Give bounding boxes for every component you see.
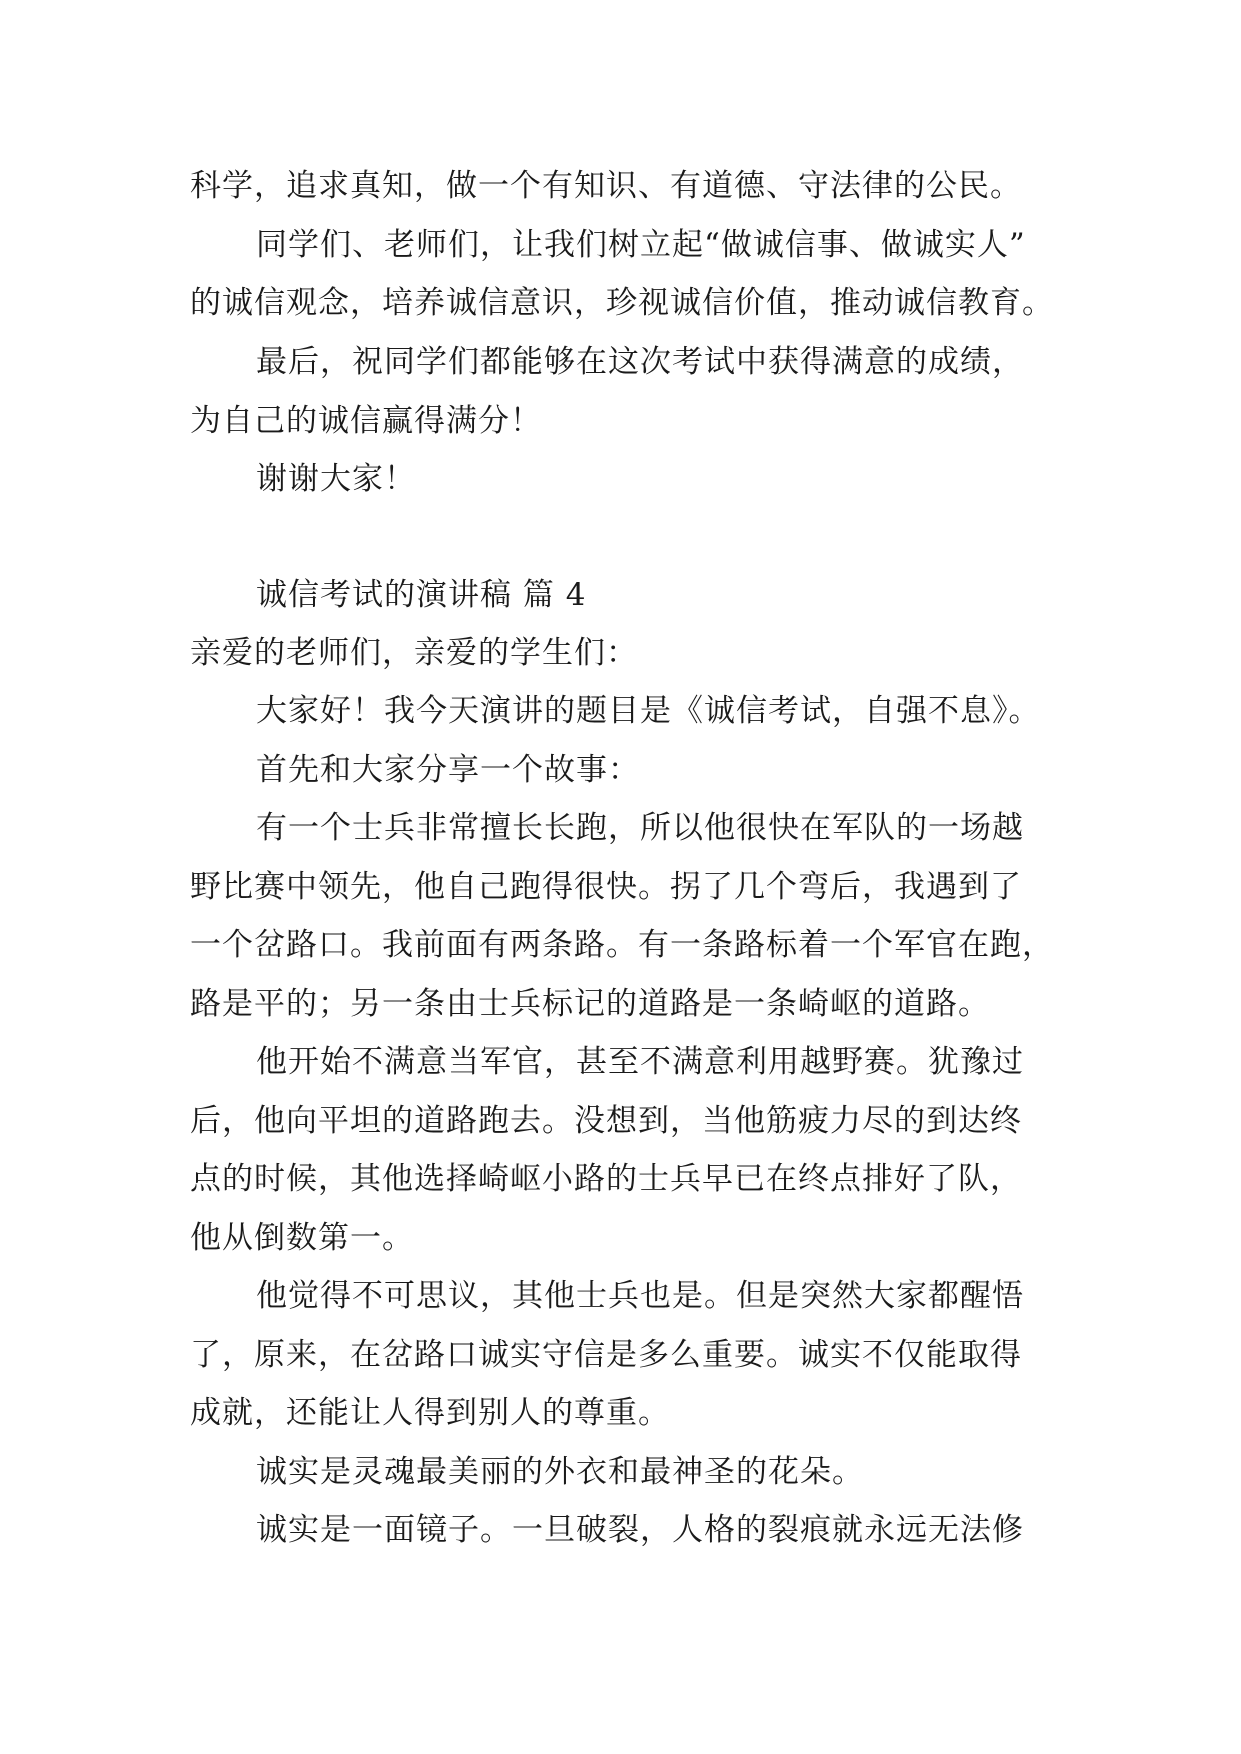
paragraph-line: 诚实是灵魂最美丽的外衣和最神圣的花朵。: [256, 1454, 864, 1490]
paragraph-line: 一个岔路口。我前面有两条路。有一条路标着一个军官在跑，: [190, 927, 1054, 963]
paragraph-line: 他从倒数第一。: [190, 1220, 414, 1256]
paragraph-line: 了，原来，在岔路口诚实守信是多么重要。诚实不仅能取得: [190, 1337, 1022, 1373]
paragraph-line: 谢谢大家！: [256, 461, 416, 497]
paragraph-line: 有一个士兵非常擅长长跑，所以他很快在军队的一场越: [256, 810, 1024, 846]
paragraph-line: 科学，追求真知，做一个有知识、有道德、守法律的公民。: [190, 168, 1022, 204]
paragraph-line: 野比赛中领先，他自己跑得很快。拐了几个弯后，我遇到了: [190, 869, 1022, 905]
paragraph-line: 成就，还能让人得到别人的尊重。: [190, 1395, 670, 1431]
paragraph-line: 诚实是一面镜子。一旦破裂，人格的裂痕就永远无法修: [256, 1512, 1024, 1548]
paragraph-line: 大家好！我今天演讲的题目是《诚信考试，自强不息》。: [256, 693, 1041, 729]
paragraph-line: 的诚信观念，培养诚信意识，珍视诚信价值，推动诚信教育。: [190, 285, 1054, 321]
section-heading: 诚信考试的演讲稿 篇 4: [256, 577, 587, 613]
paragraph-line: 最后，祝同学们都能够在这次考试中获得满意的成绩，: [256, 344, 1024, 380]
salutation: 亲爱的老师们，亲爱的学生们：: [190, 635, 638, 671]
paragraph-line: 他开始不满意当军官，甚至不满意利用越野赛。犹豫过: [256, 1044, 1024, 1080]
paragraph-line: 他觉得不可思议，其他士兵也是。但是突然大家都醒悟: [256, 1278, 1024, 1314]
paragraph-line: 同学们、老师们，让我们树立起“做诚信事、做诚实人”: [256, 227, 1026, 263]
paragraph-line: 后，他向平坦的道路跑去。没想到，当他筋疲力尽的到达终: [190, 1103, 1022, 1139]
paragraph-line: 点的时候，其他选择崎岖小路的士兵早已在终点排好了队，: [190, 1161, 1022, 1197]
paragraph-line: 为自己的诚信赢得满分！: [190, 403, 542, 439]
paragraph-line: 路是平的；另一条由士兵标记的道路是一条崎岖的道路。: [190, 986, 990, 1022]
paragraph-line: 首先和大家分享一个故事：: [256, 752, 640, 788]
